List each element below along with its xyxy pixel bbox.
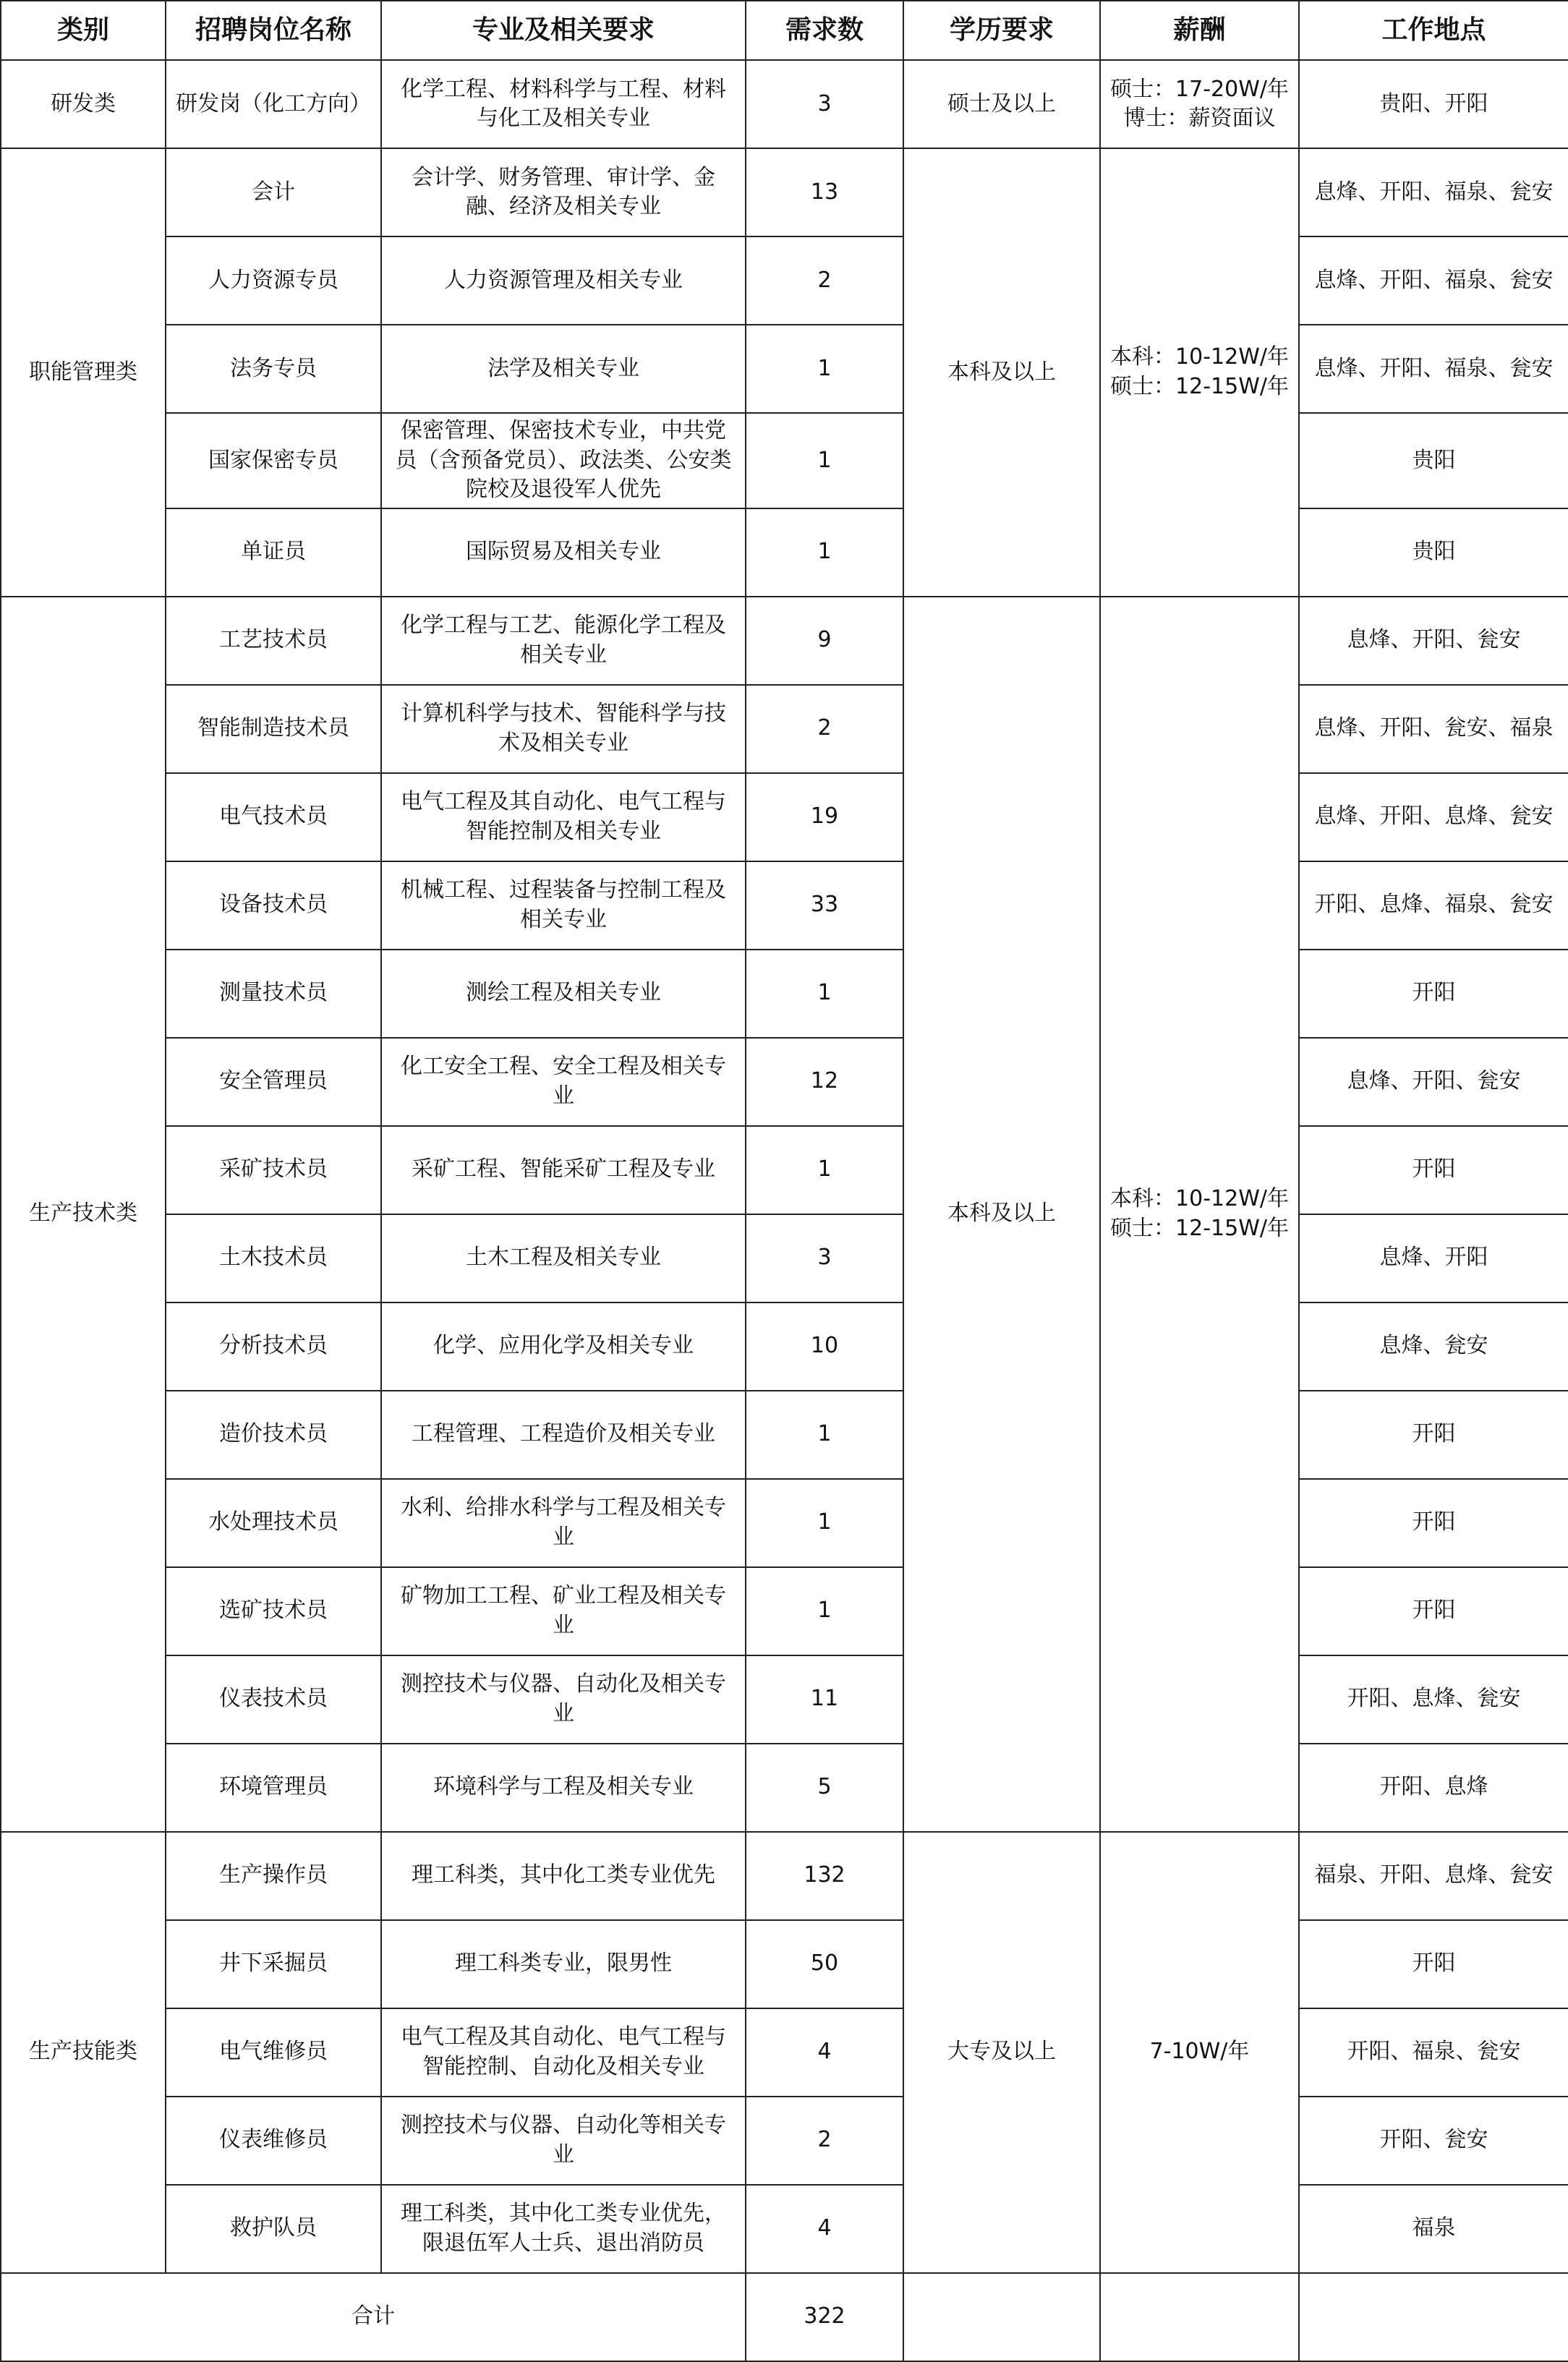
table-row — [1, 236, 1568, 325]
table-row — [1, 2185, 1568, 2273]
table-row — [1, 325, 1568, 413]
major-cell: 人力资源管理及相关专业 — [381, 236, 746, 325]
major-cell: 测控技术与仪器、自动化等相关专业 — [381, 2097, 746, 2185]
table-row — [1, 685, 1568, 773]
count-cell: 2 — [746, 685, 903, 773]
count-cell: 132 — [746, 1832, 903, 1920]
major-cell: 化学、应用化学及相关专业 — [381, 1302, 746, 1391]
table-row — [1, 1832, 1568, 1920]
major-cell: 化学工程与工艺、能源化学工程及相关专业 — [381, 597, 746, 685]
major-cell: 保密管理、保密技术专业，中共党员（含预备党员）、政法类、公安类院校及退役军人优先 — [381, 413, 746, 508]
location-cell: 息烽、开阳、瓮安 — [1299, 597, 1568, 685]
location-cell: 息烽、开阳、福泉、瓮安 — [1299, 325, 1568, 413]
count-cell: 1 — [746, 325, 903, 413]
table-row — [1, 1655, 1568, 1744]
salary-line: 硕士：17-20W/年 — [1110, 76, 1289, 102]
category-cell: 职能管理类 — [1, 148, 166, 597]
position-cell: 智能制造技术员 — [166, 685, 381, 773]
major-cell: 水利、给排水科学与工程及相关专业 — [381, 1479, 746, 1567]
major-cell: 理工科类，其中化工类专业优先 — [381, 1832, 746, 1920]
major-cell: 电气工程及其自动化、电气工程与智能控制及相关专业 — [381, 773, 746, 861]
position-cell: 救护队员 — [166, 2185, 381, 2273]
header-row — [1, 1, 1568, 60]
position-cell: 仪表维修员 — [166, 2097, 381, 2185]
count-cell: 4 — [746, 2008, 903, 2097]
location-cell: 开阳 — [1299, 1567, 1568, 1655]
major-cell: 计算机科学与技术、智能科学与技术及相关专业 — [381, 685, 746, 773]
header-major: 专业及相关要求 — [381, 1, 746, 60]
position-cell: 造价技术员 — [166, 1391, 381, 1479]
total-count: 322 — [746, 2273, 903, 2361]
major-cell: 理工科类专业，限男性 — [381, 1920, 746, 2008]
location-cell: 开阳 — [1299, 1920, 1568, 2008]
position-cell: 仪表技术员 — [166, 1655, 381, 1744]
location-cell: 息烽、瓮安 — [1299, 1302, 1568, 1391]
table-body — [1, 60, 1568, 2361]
count-cell: 2 — [746, 236, 903, 325]
salary-line: 本科：10-12W/年 — [1110, 344, 1289, 370]
position-cell: 电气技术员 — [166, 773, 381, 861]
position-cell: 安全管理员 — [166, 1038, 381, 1126]
table-row — [1, 1214, 1568, 1302]
total-row — [1, 2273, 1568, 2361]
location-cell: 开阳、息烽、瓮安 — [1299, 1655, 1568, 1744]
position-cell: 测量技术员 — [166, 950, 381, 1038]
salary-line: 硕士：12-15W/年 — [1110, 373, 1289, 399]
major-cell: 法学及相关专业 — [381, 325, 746, 413]
major-cell: 矿物加工工程、矿业工程及相关专业 — [381, 1567, 746, 1655]
major-cell: 化学工程、材料科学与工程、材料与化工及相关专业 — [381, 60, 746, 148]
location-cell: 开阳、息烽 — [1299, 1744, 1568, 1832]
total-empty-cell — [1299, 2273, 1568, 2361]
education-cell: 硕士及以上 — [903, 60, 1100, 148]
total-empty-cell — [903, 2273, 1100, 2361]
major-cell: 会计学、财务管理、审计学、金融、经济及相关专业 — [381, 148, 746, 236]
header-salary: 薪酬 — [1100, 1, 1299, 60]
location-cell: 开阳 — [1299, 950, 1568, 1038]
count-cell: 1 — [746, 413, 903, 508]
location-cell: 贵阳、开阳 — [1299, 60, 1568, 148]
salary-line: 7-10W/年 — [1149, 2039, 1250, 2065]
location-cell: 福泉、开阳、息烽、瓮安 — [1299, 1832, 1568, 1920]
table-row — [1, 773, 1568, 861]
major-cell: 理工科类，其中化工类专业优先，限退伍军人士兵、退出消防员 — [381, 2185, 746, 2273]
table-row — [1, 1920, 1568, 2008]
count-cell: 1 — [746, 1391, 903, 1479]
position-cell: 会计 — [166, 148, 381, 236]
table-row — [1, 413, 1568, 508]
salary-cell — [1100, 597, 1299, 1832]
table-row — [1, 861, 1568, 950]
table-row — [1, 597, 1568, 685]
education-cell: 本科及以上 — [903, 148, 1100, 597]
position-cell: 采矿技术员 — [166, 1126, 381, 1214]
count-cell: 10 — [746, 1302, 903, 1391]
count-cell: 3 — [746, 1214, 903, 1302]
location-cell: 开阳、瓮安 — [1299, 2097, 1568, 2185]
category-cell: 生产技术类 — [1, 597, 166, 1832]
count-cell: 1 — [746, 1126, 903, 1214]
table-row — [1, 1479, 1568, 1567]
table-row — [1, 1302, 1568, 1391]
salary-line: 本科：10-12W/年 — [1110, 1186, 1289, 1211]
salary-cell — [1100, 60, 1299, 148]
position-cell: 工艺技术员 — [166, 597, 381, 685]
location-cell: 息烽、开阳、瓮安 — [1299, 1038, 1568, 1126]
location-cell: 贵阳 — [1299, 508, 1568, 597]
location-cell: 福泉 — [1299, 2185, 1568, 2273]
location-cell: 开阳 — [1299, 1391, 1568, 1479]
table-row — [1, 2008, 1568, 2097]
location-cell: 开阳 — [1299, 1126, 1568, 1214]
total-empty-cell — [1100, 2273, 1299, 2361]
position-cell: 选矿技术员 — [166, 1567, 381, 1655]
major-cell: 测控技术与仪器、自动化及相关专业 — [381, 1655, 746, 1744]
location-cell: 息烽、开阳、福泉、瓮安 — [1299, 236, 1568, 325]
position-cell: 环境管理员 — [166, 1744, 381, 1832]
position-cell: 生产操作员 — [166, 1832, 381, 1920]
count-cell: 4 — [746, 2185, 903, 2273]
position-cell: 研发岗（化工方向） — [166, 60, 381, 148]
table-row — [1, 2097, 1568, 2185]
count-cell: 5 — [746, 1744, 903, 1832]
count-cell: 11 — [746, 1655, 903, 1744]
major-cell: 国际贸易及相关专业 — [381, 508, 746, 597]
location-cell: 息烽、开阳、瓮安、福泉 — [1299, 685, 1568, 773]
total-label: 合计 — [1, 2273, 746, 2361]
position-cell: 水处理技术员 — [166, 1479, 381, 1567]
table-row — [1, 60, 1568, 148]
major-cell: 化工安全工程、安全工程及相关专业 — [381, 1038, 746, 1126]
count-cell: 12 — [746, 1038, 903, 1126]
salary-cell — [1100, 148, 1299, 597]
table-row — [1, 1126, 1568, 1214]
count-cell: 33 — [746, 861, 903, 950]
count-cell: 1 — [746, 508, 903, 597]
count-cell: 3 — [746, 60, 903, 148]
count-cell: 1 — [746, 1567, 903, 1655]
location-cell: 开阳 — [1299, 1479, 1568, 1567]
education-cell: 大专及以上 — [903, 1832, 1100, 2273]
count-cell: 19 — [746, 773, 903, 861]
count-cell: 50 — [746, 1920, 903, 2008]
position-cell: 人力资源专员 — [166, 236, 381, 325]
position-cell: 分析技术员 — [166, 1302, 381, 1391]
salary-line: 硕士：12-15W/年 — [1110, 1215, 1289, 1241]
location-cell: 息烽、开阳、福泉、瓮安 — [1299, 148, 1568, 236]
category-cell: 研发类 — [1, 60, 166, 148]
table-row — [1, 1038, 1568, 1126]
count-cell: 13 — [746, 148, 903, 236]
count-cell: 2 — [746, 2097, 903, 2185]
location-cell: 息烽、开阳 — [1299, 1214, 1568, 1302]
table-row — [1, 508, 1568, 597]
position-cell: 设备技术员 — [166, 861, 381, 950]
major-cell: 电气工程及其自动化、电气工程与智能控制、自动化及相关专业 — [381, 2008, 746, 2097]
count-cell: 9 — [746, 597, 903, 685]
major-cell: 测绘工程及相关专业 — [381, 950, 746, 1038]
header-location: 工作地点 — [1299, 1, 1568, 60]
table-row — [1, 1744, 1568, 1832]
header-position: 招聘岗位名称 — [166, 1, 381, 60]
salary-line: 博士：薪资面议 — [1123, 106, 1276, 131]
table-row — [1, 950, 1568, 1038]
salary-cell — [1100, 1832, 1299, 2273]
position-cell: 土木技术员 — [166, 1214, 381, 1302]
header-category: 类别 — [1, 1, 166, 60]
position-cell: 国家保密专员 — [166, 413, 381, 508]
count-cell: 1 — [746, 950, 903, 1038]
position-cell: 井下采掘员 — [166, 1920, 381, 2008]
location-cell: 息烽、开阳、息烽、瓮安 — [1299, 773, 1568, 861]
major-cell: 环境科学与工程及相关专业 — [381, 1744, 746, 1832]
category-cell: 生产技能类 — [1, 1832, 166, 2273]
location-cell: 贵阳 — [1299, 413, 1568, 508]
count-cell: 1 — [746, 1479, 903, 1567]
header-education: 学历要求 — [903, 1, 1100, 60]
location-cell: 开阳、福泉、瓮安 — [1299, 2008, 1568, 2097]
major-cell: 工程管理、工程造价及相关专业 — [381, 1391, 746, 1479]
major-cell: 采矿工程、智能采矿工程及专业 — [381, 1126, 746, 1214]
major-cell: 机械工程、过程装备与控制工程及相关专业 — [381, 861, 746, 950]
header-count: 需求数 — [746, 1, 903, 60]
table-row — [1, 1391, 1568, 1479]
position-cell: 单证员 — [166, 508, 381, 597]
position-cell: 法务专员 — [166, 325, 381, 413]
major-cell: 土木工程及相关专业 — [381, 1214, 746, 1302]
location-cell: 开阳、息烽、福泉、瓮安 — [1299, 861, 1568, 950]
table-row — [1, 148, 1568, 236]
position-cell: 电气维修员 — [166, 2008, 381, 2097]
table-row — [1, 1567, 1568, 1655]
education-cell: 本科及以上 — [903, 597, 1100, 1832]
